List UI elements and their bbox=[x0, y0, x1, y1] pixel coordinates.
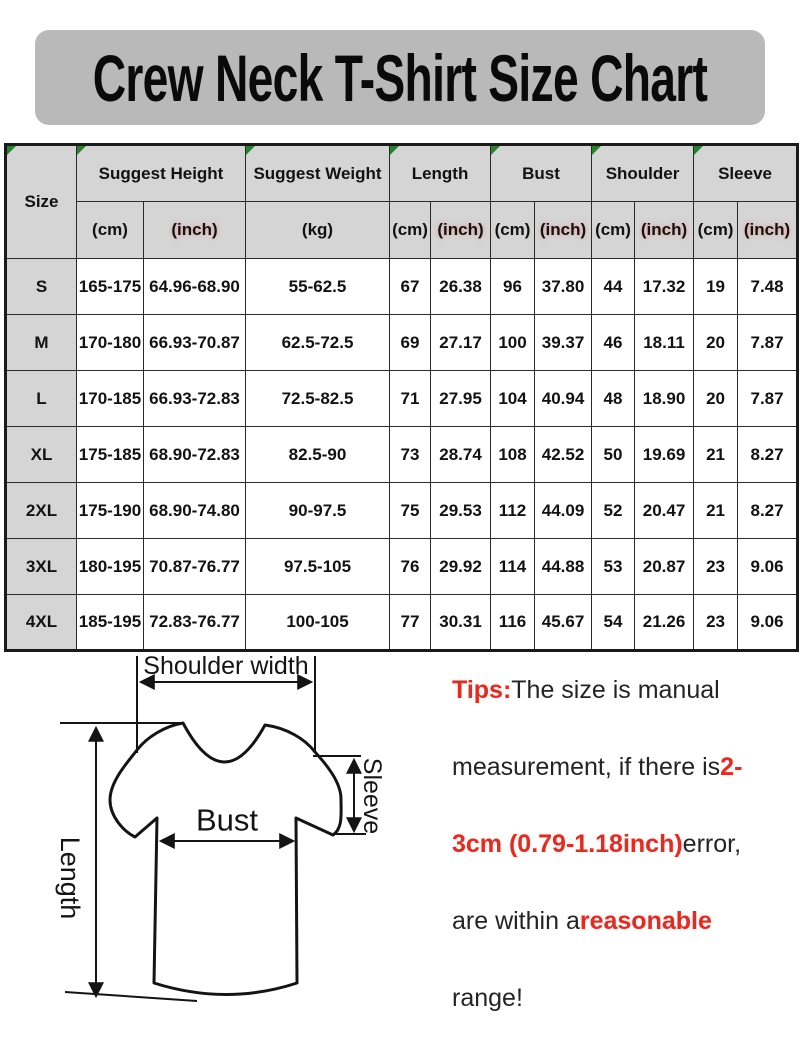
value-cell: 66.93-72.83 bbox=[144, 371, 246, 427]
header-unit-row bbox=[6, 202, 798, 259]
unit-sleeve-cm: (cm) bbox=[694, 202, 738, 259]
value-cell: 8.27 bbox=[738, 483, 798, 539]
tips-line-5 bbox=[452, 960, 796, 1037]
value-cell: 20.47 bbox=[635, 483, 694, 539]
tips-line-1 bbox=[452, 652, 796, 729]
tips-text: The size is manual bbox=[511, 676, 720, 704]
shoulder-width-label: Shoulder width bbox=[143, 652, 309, 680]
unit-height-inch: (inch) bbox=[144, 202, 246, 259]
value-cell: 39.37 bbox=[535, 315, 592, 371]
value-cell: 21.26 bbox=[635, 595, 694, 651]
value-cell: 50 bbox=[592, 427, 635, 483]
size-cell: 2XL bbox=[6, 483, 77, 539]
value-cell: 46 bbox=[592, 315, 635, 371]
value-cell: 72.83-76.77 bbox=[144, 595, 246, 651]
value-cell: 28.74 bbox=[431, 427, 491, 483]
tips-line-2 bbox=[452, 729, 796, 806]
value-cell: 55-62.5 bbox=[246, 259, 390, 315]
tips-line-4 bbox=[452, 883, 796, 960]
value-cell: 29.92 bbox=[431, 539, 491, 595]
tips-text: measurement, if there is bbox=[452, 753, 721, 781]
table-row bbox=[6, 315, 798, 371]
size-cell: S bbox=[6, 259, 77, 315]
length-label: Length bbox=[55, 836, 85, 920]
table-row bbox=[6, 427, 798, 483]
value-cell: 69 bbox=[390, 315, 431, 371]
value-cell: 175-185 bbox=[77, 427, 144, 483]
value-cell: 19 bbox=[694, 259, 738, 315]
size-table bbox=[4, 143, 799, 652]
value-cell: 112 bbox=[491, 483, 535, 539]
value-cell: 42.52 bbox=[535, 427, 592, 483]
tips-red-text: 2- bbox=[720, 753, 743, 781]
tshirt-outline-shape bbox=[110, 723, 341, 995]
value-cell: 7.87 bbox=[738, 371, 798, 427]
value-cell: 75 bbox=[390, 483, 431, 539]
unit-height-cm: (cm) bbox=[77, 202, 144, 259]
header-group-row bbox=[6, 145, 798, 202]
tips-red-text: 3cm (0.79-1.18inch) bbox=[452, 830, 683, 858]
value-cell: 17.32 bbox=[635, 259, 694, 315]
value-cell: 71 bbox=[390, 371, 431, 427]
value-cell: 68.90-74.80 bbox=[144, 483, 246, 539]
value-cell: 66.93-70.87 bbox=[144, 315, 246, 371]
value-cell: 108 bbox=[491, 427, 535, 483]
value-cell: 30.31 bbox=[431, 595, 491, 651]
value-cell: 100-105 bbox=[246, 595, 390, 651]
size-cell: L bbox=[6, 371, 77, 427]
value-cell: 18.11 bbox=[635, 315, 694, 371]
col-header-shoulder: Shoulder bbox=[592, 145, 694, 202]
value-cell: 170-180 bbox=[77, 315, 144, 371]
value-cell: 76 bbox=[390, 539, 431, 595]
value-cell: 44 bbox=[592, 259, 635, 315]
value-cell: 45.67 bbox=[535, 595, 592, 651]
value-cell: 54 bbox=[592, 595, 635, 651]
value-cell: 37.80 bbox=[535, 259, 592, 315]
table-row bbox=[6, 371, 798, 427]
value-cell: 68.90-72.83 bbox=[144, 427, 246, 483]
value-cell: 104 bbox=[491, 371, 535, 427]
size-cell: 4XL bbox=[6, 595, 77, 651]
col-header-bust: Bust bbox=[491, 145, 592, 202]
size-cell: XL bbox=[6, 427, 77, 483]
col-header-sleeve: Sleeve bbox=[694, 145, 798, 202]
table-row bbox=[6, 259, 798, 315]
size-cell: 3XL bbox=[6, 539, 77, 595]
value-cell: 180-195 bbox=[77, 539, 144, 595]
size-cell: M bbox=[6, 315, 77, 371]
value-cell: 9.06 bbox=[738, 595, 798, 651]
value-cell: 27.17 bbox=[431, 315, 491, 371]
value-cell: 62.5-72.5 bbox=[246, 315, 390, 371]
col-header-length: Length bbox=[390, 145, 491, 202]
value-cell: 44.09 bbox=[535, 483, 592, 539]
value-cell: 175-190 bbox=[77, 483, 144, 539]
table-row bbox=[6, 595, 798, 651]
col-header-size: Size bbox=[6, 145, 77, 259]
value-cell: 26.38 bbox=[431, 259, 491, 315]
value-cell: 53 bbox=[592, 539, 635, 595]
size-table-header bbox=[6, 145, 798, 259]
table-row bbox=[6, 483, 798, 539]
unit-shoulder-cm: (cm) bbox=[592, 202, 635, 259]
value-cell: 97.5-105 bbox=[246, 539, 390, 595]
value-cell: 48 bbox=[592, 371, 635, 427]
value-cell: 20 bbox=[694, 371, 738, 427]
col-header-suggest-weight: Suggest Weight bbox=[246, 145, 390, 202]
unit-shoulder-inch: (inch) bbox=[635, 202, 694, 259]
value-cell: 96 bbox=[491, 259, 535, 315]
value-cell: 19.69 bbox=[635, 427, 694, 483]
unit-bust-cm: (cm) bbox=[491, 202, 535, 259]
unit-bust-inch: (inch) bbox=[535, 202, 592, 259]
value-cell: 9.06 bbox=[738, 539, 798, 595]
value-cell: 73 bbox=[390, 427, 431, 483]
value-cell: 116 bbox=[491, 595, 535, 651]
value-cell: 23 bbox=[694, 539, 738, 595]
value-cell: 165-175 bbox=[77, 259, 144, 315]
tips-red-text: reasonable bbox=[579, 907, 712, 935]
value-cell: 7.87 bbox=[738, 315, 798, 371]
value-cell: 185-195 bbox=[77, 595, 144, 651]
value-cell: 8.27 bbox=[738, 427, 798, 483]
value-cell: 29.53 bbox=[431, 483, 491, 539]
value-cell: 20.87 bbox=[635, 539, 694, 595]
sleeve-label: Sleeve bbox=[358, 757, 386, 835]
size-table-body bbox=[6, 259, 798, 651]
value-cell: 64.96-68.90 bbox=[144, 259, 246, 315]
value-cell: 67 bbox=[390, 259, 431, 315]
value-cell: 170-185 bbox=[77, 371, 144, 427]
value-cell: 114 bbox=[491, 539, 535, 595]
tips-text: range! bbox=[452, 984, 523, 1012]
unit-sleeve-inch: (inch) bbox=[738, 202, 798, 259]
value-cell: 7.48 bbox=[738, 259, 798, 315]
value-cell: 40.94 bbox=[535, 371, 592, 427]
tips-panel bbox=[452, 652, 796, 1037]
value-cell: 77 bbox=[390, 595, 431, 651]
length-tick-bottom bbox=[65, 992, 197, 1001]
value-cell: 90-97.5 bbox=[246, 483, 390, 539]
value-cell: 20 bbox=[694, 315, 738, 371]
value-cell: 44.88 bbox=[535, 539, 592, 595]
tips-red-text: Tips: bbox=[452, 676, 512, 704]
unit-weight-kg: (kg) bbox=[246, 202, 390, 259]
value-cell: 23 bbox=[694, 595, 738, 651]
tips-text: error, bbox=[682, 830, 742, 858]
value-cell: 52 bbox=[592, 483, 635, 539]
value-cell: 100 bbox=[491, 315, 535, 371]
value-cell: 72.5-82.5 bbox=[246, 371, 390, 427]
table-row bbox=[6, 539, 798, 595]
tips-text: are within a bbox=[452, 907, 580, 935]
unit-length-inch: (inch) bbox=[431, 202, 491, 259]
page-title: Crew Neck T-Shirt Size Chart bbox=[92, 40, 708, 115]
tshirt-measurement-diagram bbox=[40, 650, 440, 1030]
value-cell: 27.95 bbox=[431, 371, 491, 427]
unit-length-cm: (cm) bbox=[390, 202, 431, 259]
value-cell: 82.5-90 bbox=[246, 427, 390, 483]
bust-label: Bust bbox=[195, 802, 259, 838]
value-cell: 18.90 bbox=[635, 371, 694, 427]
value-cell: 21 bbox=[694, 427, 738, 483]
col-header-suggest-height: Suggest Height bbox=[77, 145, 246, 202]
value-cell: 21 bbox=[694, 483, 738, 539]
title-bar bbox=[35, 30, 765, 125]
value-cell: 70.87-76.77 bbox=[144, 539, 246, 595]
tips-line-3 bbox=[452, 806, 796, 883]
